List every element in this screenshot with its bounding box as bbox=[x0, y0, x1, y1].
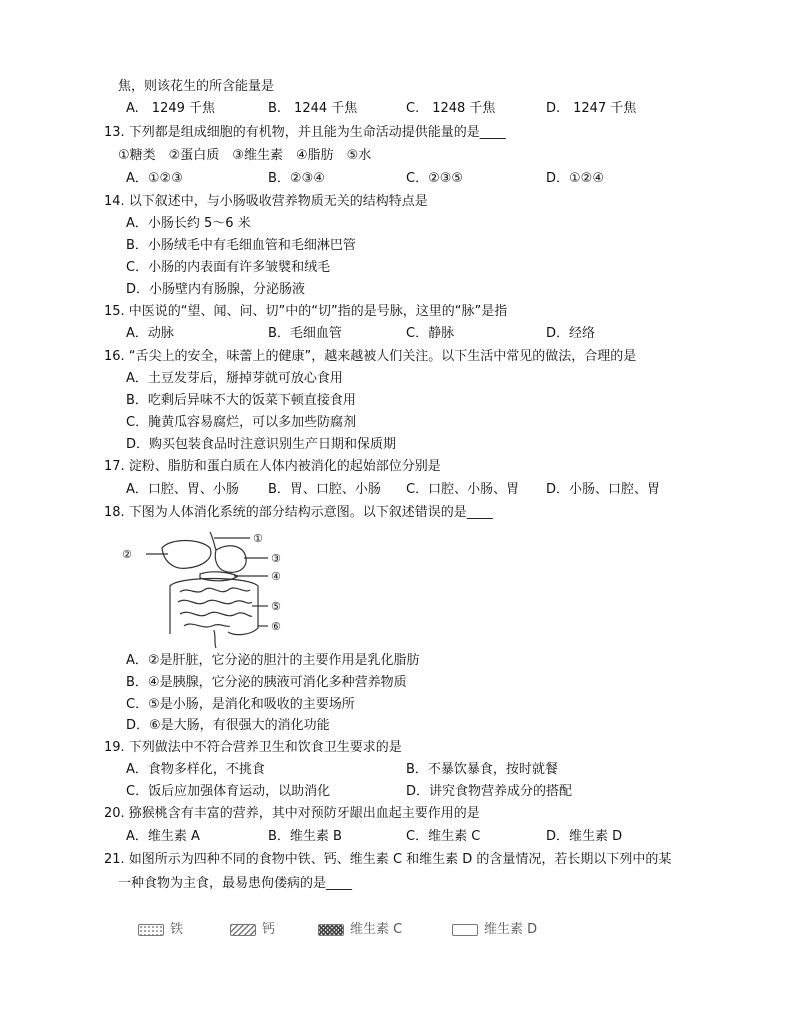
label-5: ⑤ bbox=[271, 600, 281, 613]
q16-option-c: C．腌黄瓜容易腐烂，可以多加些防腐剂 bbox=[126, 415, 357, 430]
q12-option-a: A. 1249 千焦 bbox=[126, 101, 216, 116]
q20-option-d: D．维生素 D bbox=[546, 829, 623, 844]
q19-option-c: C．饭后应加强体育运动，以助消化 bbox=[126, 784, 331, 799]
q12-option-c: C. 1248 千焦 bbox=[406, 101, 496, 116]
q14-option-c: C．小肠的内表面有许多皱襞和绒毛 bbox=[126, 260, 331, 275]
q15-option-d: D．经络 bbox=[546, 326, 596, 341]
small-intestine-shape bbox=[178, 588, 252, 627]
q21-stem-line2: 一种食物为主食，最易患佝偻病的是____ bbox=[118, 876, 353, 891]
empty-swatch-icon bbox=[452, 924, 478, 936]
hatched-swatch-icon bbox=[230, 924, 256, 936]
q20-option-c: C．维生素 C bbox=[406, 829, 481, 844]
q20-option-b: B．维生素 B bbox=[268, 829, 342, 844]
q14-stem: 14. 以下叙述中，与小肠吸收营养物质无关的结构特点是 bbox=[104, 194, 428, 209]
legend-item-iron bbox=[138, 918, 183, 937]
label-1: ① bbox=[253, 532, 263, 545]
q13-stem: 13. 下列都是组成细胞的有机物，并且能为生命活动提供能量的是____ bbox=[104, 125, 506, 140]
rectum-shape bbox=[214, 630, 216, 648]
q13-option-d: D．①②④ bbox=[546, 171, 604, 186]
q15-stem: 15. 中医说的“望、闻、问、切”中的“切”指的是号脉，这里的“脉”是指 bbox=[104, 304, 508, 319]
stomach-shape bbox=[215, 546, 246, 573]
q15-option-c: C．静脉 bbox=[406, 326, 455, 341]
q13-option-a: A．①②③ bbox=[126, 171, 183, 186]
q13-items: ①糖类 ②蛋白质 ③维生素 ④脂肪 ⑤水 bbox=[118, 148, 372, 163]
label-2: ② bbox=[122, 548, 132, 561]
label-4: ④ bbox=[271, 570, 281, 583]
q13-option-b: B．②③④ bbox=[268, 171, 325, 186]
q13-option-c: C．②③⑤ bbox=[406, 171, 464, 186]
q20-stem: 20. 猕猴桃含有丰富的营养，其中对预防牙龈出血起主要作用的是 bbox=[104, 806, 480, 821]
q18-option-a: A．②是肝脏，它分泌的胆汁的主要作用是乳化脂肪 bbox=[126, 653, 420, 668]
q14-option-b: B．小肠绒毛中有毛细血管和毛细淋巴管 bbox=[126, 238, 356, 253]
q20-option-a: A．维生素 A bbox=[126, 829, 200, 844]
legend-label-vitamin-d: 维生素 D bbox=[484, 922, 538, 937]
q14-option-d: D．小肠壁内有肠腺，分泌肠液 bbox=[126, 282, 306, 297]
legend-item-calcium bbox=[230, 918, 275, 937]
large-intestine-shape bbox=[170, 579, 258, 635]
q12-option-d: D. 1247 千焦 bbox=[546, 101, 637, 116]
q17-option-d: D．小肠、口腔、胃 bbox=[546, 482, 661, 497]
q12-stem: 焦，则该花生的所含能量是 bbox=[118, 79, 275, 94]
esophagus-shape bbox=[210, 532, 216, 550]
q17-option-c: C．口腔、小肠、胃 bbox=[406, 482, 520, 497]
chart-legend bbox=[138, 918, 568, 940]
q18-stem: 18. 下图为人体消化系统的部分结构示意图。以下叙述错误的是____ bbox=[104, 505, 493, 520]
q18-option-d: D．⑥是大肠，有很强大的消化功能 bbox=[126, 718, 330, 733]
q19-option-a: A．食物多样化，不挑食 bbox=[126, 762, 265, 777]
liver-shape bbox=[162, 541, 211, 569]
digestive-system-diagram bbox=[118, 530, 298, 650]
legend-item-vitamin-c bbox=[318, 918, 402, 937]
q19-option-b: B．不暴饮暴食，按时就餐 bbox=[406, 762, 558, 777]
dotted-swatch-icon bbox=[138, 924, 164, 936]
q14-option-a: A．小肠长约 5～6 米 bbox=[126, 216, 251, 231]
crosshatch-swatch-icon bbox=[318, 924, 344, 936]
q16-option-a: A．土豆发芽后，掰掉芽就可放心食用 bbox=[126, 371, 343, 386]
q17-option-a: A．口腔、胃、小肠 bbox=[126, 482, 239, 497]
q16-option-b: B．吃剩后异味不大的饭菜下顿直接食用 bbox=[126, 393, 356, 408]
legend-label-iron: 铁 bbox=[170, 922, 184, 937]
legend-label-vitamin-c: 维生素 C bbox=[350, 922, 403, 937]
q15-option-b: B．毛细血管 bbox=[268, 326, 342, 341]
q15-option-a: A．动脉 bbox=[126, 326, 174, 341]
legend-item-vitamin-d bbox=[452, 918, 537, 937]
q17-stem: 17. 淀粉、脂肪和蛋白质在人体内被消化的起始部位分别是 bbox=[104, 459, 441, 474]
q19-stem: 19. 下列做法中不符合营养卫生和饮食卫生要求的是 bbox=[104, 740, 402, 755]
q18-option-b: B．④是胰腺，它分泌的胰液可消化多种营养物质 bbox=[126, 675, 407, 690]
q18-option-c: C．⑤是小肠，是消化和吸收的主要场所 bbox=[126, 697, 355, 712]
q19-option-d: D．讲究食物营养成分的搭配 bbox=[406, 784, 573, 799]
label-6: ⑥ bbox=[271, 620, 281, 633]
q16-option-d: D．购买包装食品时注意识别生产日期和保质期 bbox=[126, 437, 397, 452]
legend-label-calcium: 钙 bbox=[262, 922, 276, 937]
q17-option-b: B．胃、口腔、小肠 bbox=[268, 482, 381, 497]
label-3: ③ bbox=[271, 552, 281, 565]
q12-option-b: B. 1244 千焦 bbox=[268, 101, 358, 116]
q16-stem: 16. “舌尖上的安全，味蕾上的健康”，越来越被人们关注。以下生活中常见的做法，合理的是 bbox=[104, 349, 637, 364]
q21-stem-line1: 21. 如图所示为四种不同的食物中铁、钙、维生素 C 和维生素 D 的含量情况，若长期以下列中的某 bbox=[104, 852, 672, 867]
